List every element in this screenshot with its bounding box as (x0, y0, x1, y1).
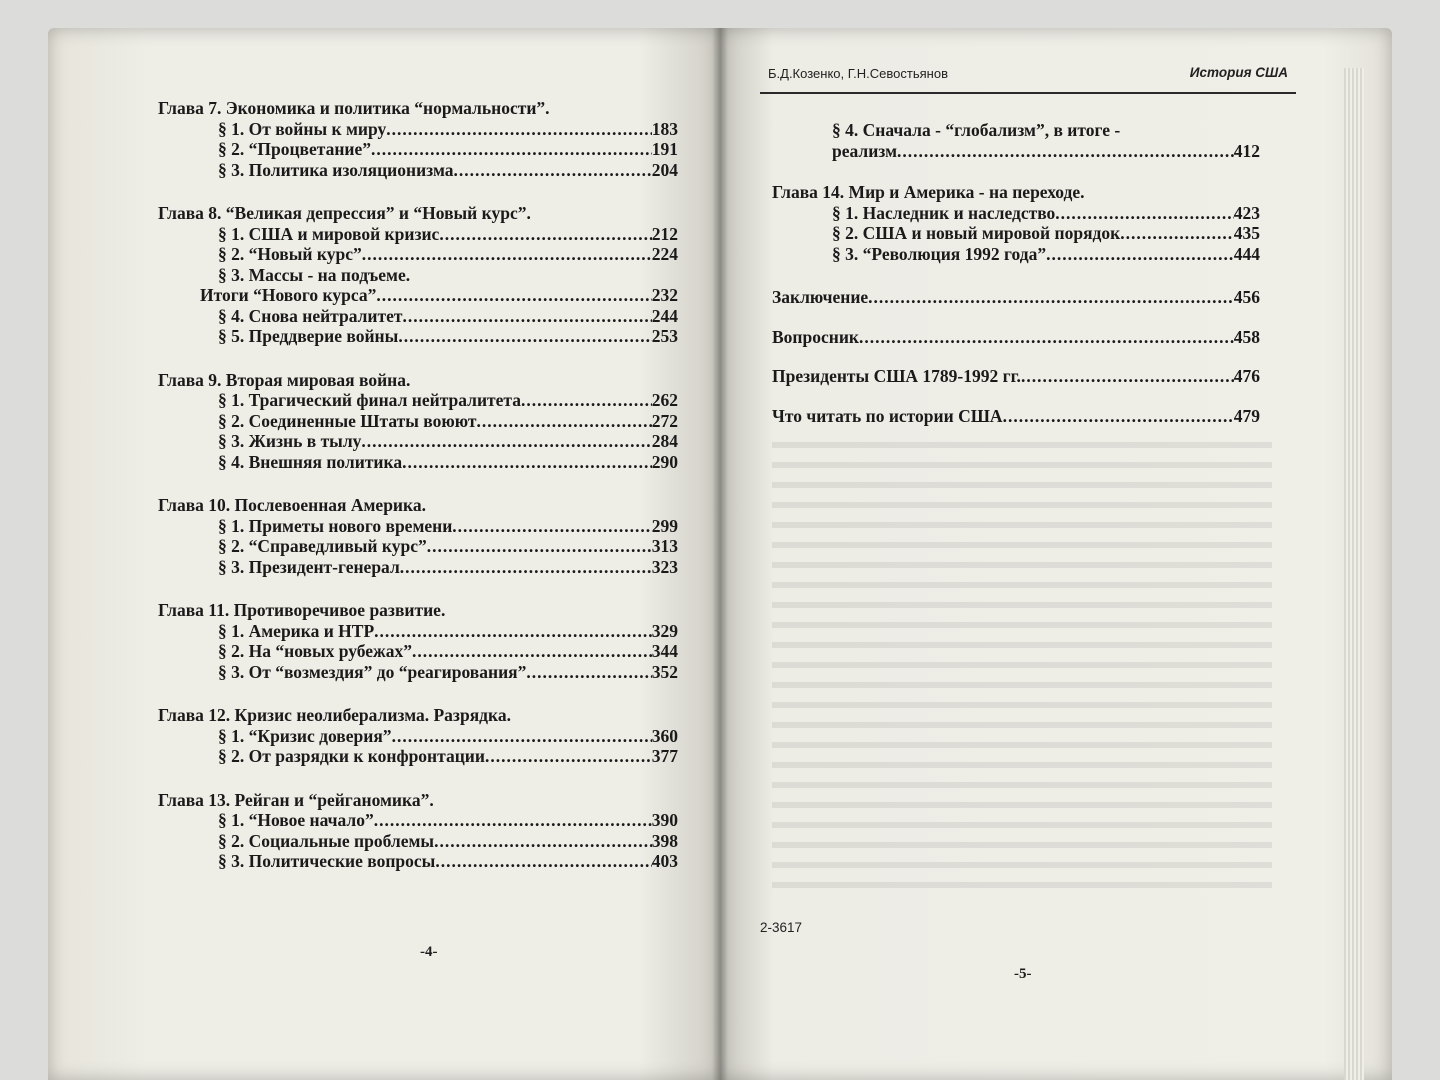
page-edges (1344, 68, 1364, 1080)
toc-entry: § 2. Соединенные Штаты воюют ..... 272 (158, 411, 678, 432)
chapter-title: Глава 11. Противоречивое развитие. (158, 600, 446, 620)
toc-entry: § 3. Политические вопросы ..... 403 (158, 851, 678, 872)
left-toc (158, 98, 678, 895)
toc-entry: § 3. Президент-генерал ..... 323 (158, 557, 678, 578)
toc-entry: § 1. “Кризис доверия” ..... 360 (158, 726, 678, 747)
toc-section-reading: Что читать по истории США ..... 479 (772, 406, 1260, 427)
toc-entry: § 3. “Революция 1992 года” ..... 444 (772, 244, 1260, 265)
right-page (720, 28, 1392, 1080)
toc-entry: § 5. Преддверие войны ..... 253 (158, 326, 678, 347)
toc-entry: § 1. Наследник и наследство ..... 423 (772, 203, 1260, 224)
header-title: История США (1189, 65, 1288, 80)
chapter-12 (158, 705, 678, 767)
toc-entry: Итоги “Нового курса” ..... 232 (158, 285, 678, 306)
header-authors: Б.Д.Козенко, Г.Н.Севостьянов (768, 66, 948, 81)
toc-entry: § 2. “Процветание” ..... 191 (158, 139, 678, 160)
toc-entry: § 1. От войны к миру ..... 183 (158, 119, 678, 140)
toc-entry: § 1. США и мировой кризис ..... 212 (158, 224, 678, 245)
show-through-text (772, 428, 1272, 898)
toc-entry: § 2. На “новых рубежах” ..... 344 (158, 641, 678, 662)
toc-entry: § 4. Снова нейтралитет ..... 244 (158, 306, 678, 327)
page-number: -4- (420, 944, 438, 960)
toc-entry: § 1. Трагический финал нейтралитета ..... 262 (158, 390, 678, 411)
chapter-10 (158, 495, 678, 577)
chapter-8 (158, 203, 678, 347)
toc-section-presidents: Президенты США 1789-1992 гг. ..... 476 (772, 366, 1260, 387)
right-toc (772, 120, 1260, 445)
toc-entry: § 3. От “возмездия” до “реагирования” ..... 352 (158, 662, 678, 683)
chapter-9 (158, 370, 678, 473)
book-spine-gutter (712, 28, 728, 1080)
left-page (48, 28, 720, 1080)
toc-entry: § 2. США и новый мировой порядок ..... 435 (772, 223, 1260, 244)
chapter-title: Глава 12. Кризис неолиберализма. Разрядка. (158, 705, 511, 725)
chapter-title: Глава 7. Экономика и политика “нормальности”. (158, 98, 550, 118)
page-number: -5- (1014, 966, 1032, 982)
toc-entry: § 3. Массы - на подъеме. (218, 264, 411, 285)
chapter-title: Глава 8. “Великая депрессия” и “Новый курс”. (158, 203, 531, 223)
toc-entry: § 3. Жизнь в тылу ..... 284 (158, 431, 678, 452)
printer-signature: 2-3617 (760, 920, 803, 935)
toc-entry: § 1. “Новое начало” ..... 390 (158, 810, 678, 831)
chapter-title: Глава 10. Послевоенная Америка. (158, 495, 426, 515)
toc-section-conclusion: Заключение ..... 456 (772, 287, 1260, 308)
toc-section-questions: Вопросник ..... 458 (772, 327, 1260, 348)
chapter-14 (772, 182, 1260, 264)
chapter-11 (158, 600, 678, 682)
toc-entry: § 2. Социальные проблемы ..... 398 (158, 831, 678, 852)
chapter-13 (158, 790, 678, 872)
toc-entry: § 1. Америка и НТР ..... 329 (158, 621, 678, 642)
continued-entry: § 4. Сначала - “глобализм”, в итоге - реализм ..... 412 (772, 120, 1260, 161)
toc-entry: § 3. Политика изоляционизма ..... 204 (158, 160, 678, 181)
chapter-7 (158, 98, 678, 180)
toc-entry: § 2. От разрядки к конфронтации ..... 377 (158, 746, 678, 767)
toc-entry: § 2. “Новый курс” ..... 224 (158, 244, 678, 265)
running-header (760, 58, 1296, 94)
toc-entry: § 4. Внешняя политика ..... 290 (158, 452, 678, 473)
chapter-title: Глава 9. Вторая мировая война. (158, 369, 411, 390)
chapter-title: Глава 14. Мир и Америка - на переходе. (772, 182, 1085, 202)
chapter-title: Глава 13. Рейган и “рейганомика”. (158, 789, 434, 810)
toc-entry: § 2. “Справедливый курс” ..... 313 (158, 536, 678, 557)
toc-entry: § 1. Приметы нового времени ..... 299 (158, 516, 678, 537)
